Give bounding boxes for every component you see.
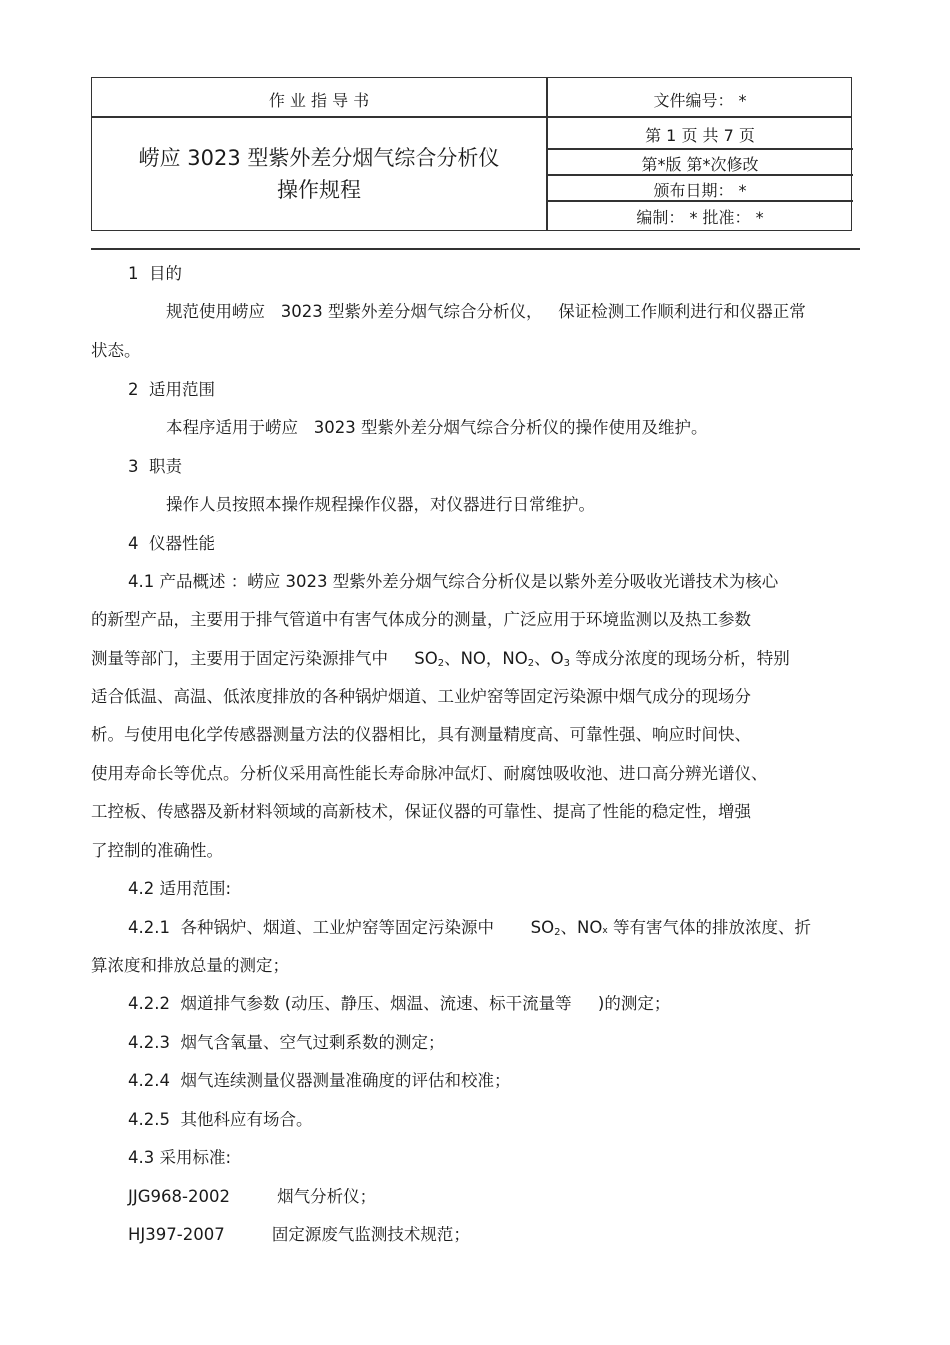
section-1-text: 规范使用崂应 3023 型紫外差分烟气综合分析仪， 保证检测工作顺利进行和仪器正常 [166, 302, 806, 321]
section-3-heading: 3 职责 [128, 457, 182, 476]
section-4-1-line1: 4.1 产品概述 ：崂应 3023 型紫外差分烟气综合分析仪是以紫外差分吸收光谱技术为核心 [128, 572, 779, 591]
document-header-table [91, 77, 852, 231]
section-4-1-line7: 工控板、传感器及新材料领域的高新枝术，保证仪器的可靠性、提高了性能的稳定性，增强 [91, 802, 751, 821]
section-1-heading: 1 目的 [128, 264, 182, 283]
version-info: 第*版 第*次修改 [641, 155, 759, 174]
issue-date: 颁布日期： * [653, 181, 747, 200]
section-4-2-2: 4.2.2 烟道排气参数 (动压、静压、烟温、流速、标干流量等 )的测定； [128, 994, 671, 1013]
section-4-2-5: 4.2.5 其他科应有场合。 [128, 1110, 313, 1129]
section-4-2-1: 4.2.1 各种锅炉、烟道、工业炉窑等固定污染源中 $SO_2$、NOx 等有害气体的排放浓度、折 [128, 918, 811, 938]
standard-jjg968: JJG968-2002 烟气分析仪； [128, 1187, 377, 1206]
section-4-1-line6: 使用寿命长等优点。分析仪采用高性能长寿命脉冲氙灯、耐腐蚀吸收池、进口高分辨光谱仪、 [91, 764, 768, 783]
section-4-2-4: 4.2.4 烟气连续测量仪器测量准确度的评估和校准； [128, 1071, 511, 1090]
section-2-heading: 2 适用范围 [128, 380, 215, 399]
section-4-1-line5: 析。与使用电化学传感器测量方法的仪器相比，具有测量精度高、可靠性强、响应时间快、 [91, 725, 751, 744]
page-info: 第 1 页 共 7 页 [645, 126, 755, 145]
section-4-1-line4: 适合低温、高温、低浓度排放的各种锅炉烟道、工业炉窑等固定污染源中烟气成分的现场分 [91, 687, 751, 706]
doc-type: 作 业 指 导 书 [268, 91, 370, 110]
standard-hj397: HJ397-2007 固定源废气监测技术规范； [128, 1225, 470, 1244]
doc-title-line2: 操作规程 [277, 178, 361, 202]
header-divider-row2 [546, 148, 853, 150]
section-1-text-cont: 状态。 [91, 341, 141, 360]
section-3-text: 操作人员按照本操作规程操作仪器，对仪器进行日常维护。 [166, 495, 595, 514]
section-4-2-1-cont: 算浓度和排放总量的测定； [91, 956, 289, 975]
author-approver: 编制： * 批准： * [636, 208, 764, 227]
section-4-3-heading: 4.3 采用标准: [128, 1148, 232, 1167]
section-2-text: 本程序适用于崂应 3023 型紫外差分烟气综合分析仪的操作使用及维护。 [166, 418, 708, 437]
section-4-heading: 4 仪器性能 [128, 534, 215, 553]
doc-title-line1: 崂应 3023 型紫外差分烟气综合分析仪 [138, 146, 500, 170]
section-4-2-heading: 4.2 适用范围: [128, 879, 232, 898]
section-4-1-line3: 测量等部门，主要用于固定污染源排气中 $SO_2$、NO，$NO_2$、$O_3$ 等成分浓度的现场分析，特别 [91, 649, 790, 669]
header-divider-row1 [92, 116, 851, 118]
section-4-1-line8: 了控制的准确性。 [91, 841, 223, 860]
section-4-2-3: 4.2.3 烟气含氧量、空气过剩系数的测定； [128, 1033, 445, 1052]
section-4-1-line2: 的新型产品，主要用于排气管道中有害气体成分的测量，广泛应用于环境监测以及热工参数 [91, 610, 751, 629]
header-rule [91, 248, 860, 250]
file-number: 文件编号： * [653, 91, 747, 110]
